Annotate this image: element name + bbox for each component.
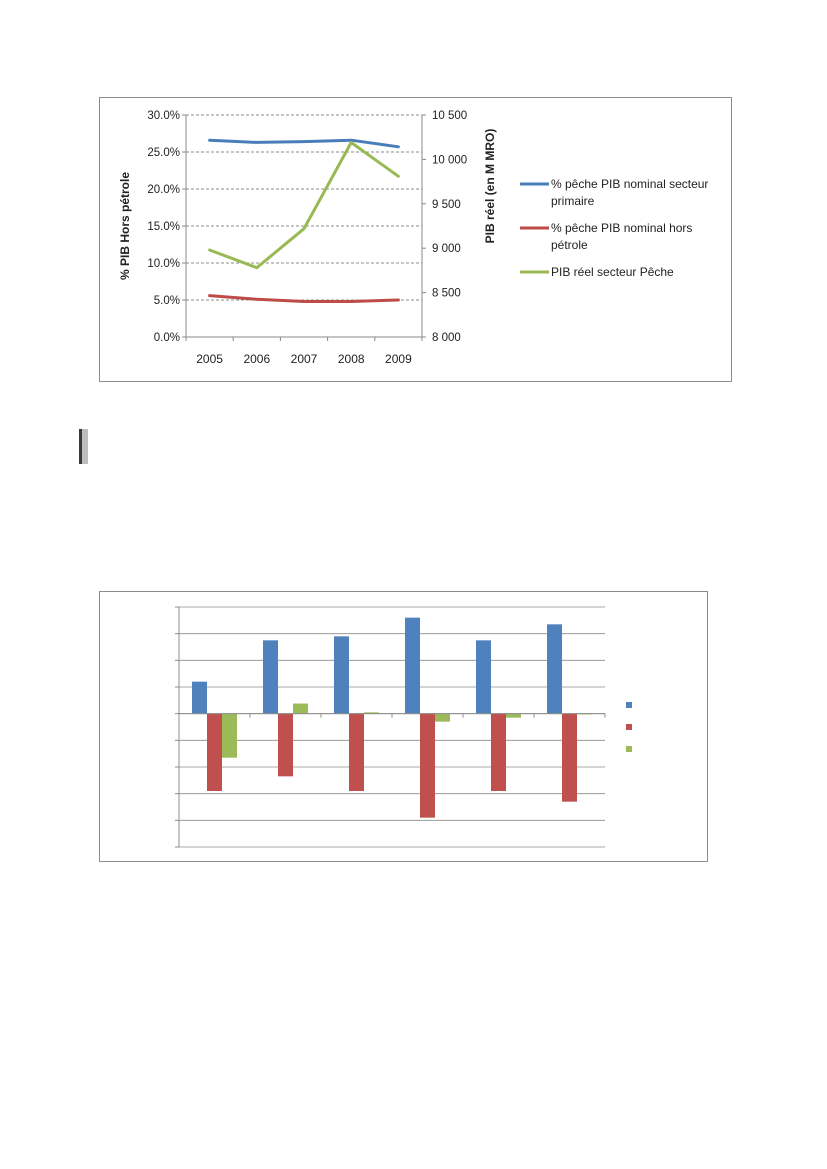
bar-series1-4 [405, 618, 420, 714]
bar-series2-2 [278, 714, 293, 777]
y-tick-label: 5.0% [153, 295, 180, 307]
y2-axis-title: PIB réel (en M MRO) [483, 128, 497, 244]
y2-tick-label: 10 000 [432, 154, 468, 167]
x-tick-label: 2008 [337, 352, 365, 366]
y2-tick-label: 9 500 [432, 198, 461, 211]
bar-series2-5 [491, 714, 506, 791]
bar-series1-3 [334, 636, 349, 713]
x-tick-label: 2006 [243, 352, 271, 366]
series-line-3 [210, 143, 399, 268]
y2-tick-label: 9 000 [432, 243, 461, 256]
legend-label: PIB réel secteur Pêche [551, 265, 674, 279]
y-tick-label: 0.0% [153, 332, 180, 344]
bar-series3-4 [435, 714, 450, 722]
x-tick-label: 2009 [385, 352, 412, 366]
legend-label: primaire [551, 194, 595, 208]
x-tick-label: 2005 [196, 352, 223, 366]
y-tick-label: 25.0% [147, 147, 180, 159]
bar-series3-5 [506, 714, 521, 718]
legend-swatch-3 [626, 746, 632, 752]
bar-series3-1 [222, 714, 237, 758]
bar-series1-6 [547, 624, 562, 713]
y-tick-label: 10.0% [147, 258, 180, 270]
y-axis-title: % PIB Hors pétrole [118, 171, 132, 281]
y-tick-label: 20.0% [147, 184, 180, 196]
bar-series2-3 [349, 714, 364, 791]
bar-series3-2 [293, 704, 308, 714]
x-tick-label: 2007 [290, 352, 318, 366]
y2-tick-label: 8 500 [432, 287, 461, 300]
bar-series2-1 [207, 714, 222, 791]
bar-series2-6 [562, 714, 577, 802]
bar-series1-5 [476, 640, 491, 713]
y2-tick-label: 10 500 [432, 110, 468, 122]
legend-label: % pêche PIB nominal secteur [551, 177, 709, 191]
bar-series1-2 [263, 640, 278, 713]
series-line-1 [210, 140, 399, 147]
section-marker [79, 429, 88, 464]
bar-chart-frame [99, 591, 708, 862]
line-chart [100, 98, 733, 383]
line-chart-frame [99, 97, 732, 382]
y2-tick-label: 8 000 [432, 332, 461, 344]
legend-swatch-2 [626, 724, 632, 730]
bar-series1-1 [192, 682, 207, 714]
y-tick-label: 15.0% [147, 221, 180, 233]
legend-swatch-1 [626, 702, 632, 708]
legend-label: % pêche PIB nominal hors [551, 221, 693, 235]
bar-series2-4 [420, 714, 435, 818]
series-line-2 [210, 296, 399, 302]
legend-label: pétrole [551, 238, 588, 252]
y-tick-label: 30.0% [147, 110, 180, 122]
bar-chart [100, 592, 709, 863]
